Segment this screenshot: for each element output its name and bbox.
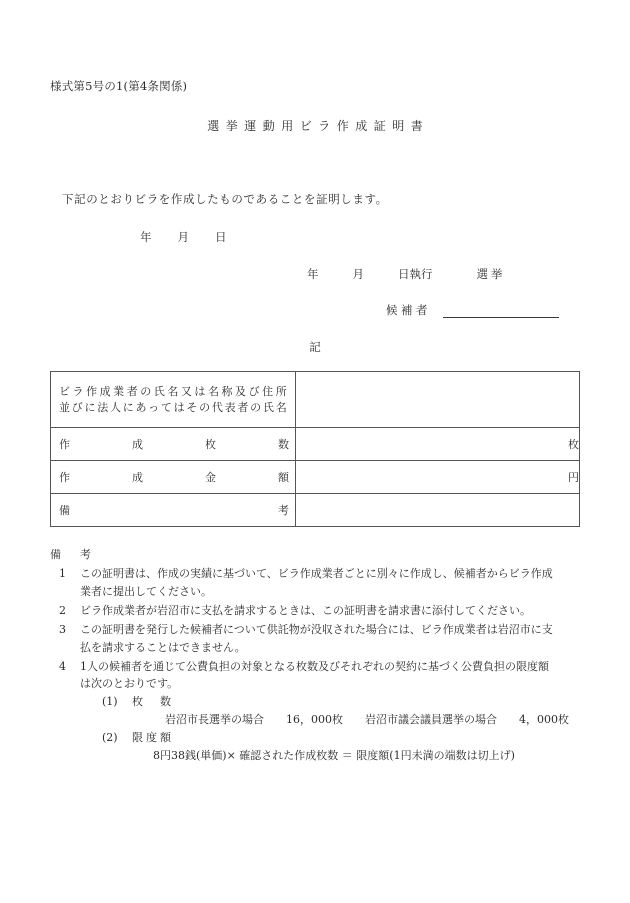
notes-heading: 備 考: [50, 548, 95, 561]
quantity-label-char-1: 作: [59, 438, 70, 451]
subitem-number: (2): [102, 731, 118, 745]
page-title: 選挙運動用ビラ作成証明書: [207, 119, 430, 133]
election-month: 月: [352, 267, 364, 281]
amount-label-char-4: 額: [278, 471, 289, 484]
intro-statement: 下記のとおりビラを作成したものであることを証明します。: [62, 192, 388, 206]
producer-value-field[interactable]: [296, 372, 580, 428]
subitem-label: 枚 数: [132, 695, 174, 709]
table-row: [51, 372, 580, 428]
producer-label-line1: ビラ作成業者の氏名又は名称及び住所: [59, 384, 287, 398]
producer-label-line2: 並びに法人にあってはその代表者の氏名: [59, 400, 287, 414]
table-row: [51, 428, 580, 461]
note-line: は次のとおりです。: [80, 677, 179, 691]
table-row: [51, 461, 580, 494]
note-number: 4: [59, 659, 66, 673]
assembly-election-quantity: 4，000枚: [519, 713, 569, 727]
row-label-amount: [51, 461, 296, 494]
assembly-election-label: 岩沼市議会議員選挙の場合: [365, 713, 497, 727]
amount-label-char-3: 金: [205, 471, 216, 484]
note-item: [50, 621, 584, 657]
ki-marker: 記: [309, 340, 321, 354]
quantity-value-field[interactable]: [296, 428, 580, 461]
election-day-execute: 日執行: [398, 267, 433, 281]
issue-date-year: 年: [140, 230, 152, 244]
subitem-number: (1): [102, 695, 118, 709]
note-number: 1: [59, 566, 66, 580]
candidate-label: 候補者: [386, 303, 431, 317]
limit-formula-line: 8円38銭(単価)× 確認された作成枚数 ＝ 限度額(1円未満の端数は切上げ): [153, 749, 515, 763]
amount-label-char-2: 成: [132, 471, 143, 484]
row-label-quantity: [51, 428, 296, 461]
mayor-election-label: 岩沼市長選挙の場合: [165, 713, 264, 727]
row-label-producer: [51, 372, 296, 428]
amount-unit: 円: [568, 471, 579, 484]
candidate-name-field[interactable]: [443, 305, 559, 318]
candidate-line: [386, 302, 559, 318]
form-number: 様式第5号の1(第4条関係): [50, 79, 188, 93]
note-number: 3: [59, 622, 66, 636]
election-year: 年: [307, 267, 319, 281]
quantity-limits-line: [80, 711, 584, 729]
notes-section: [50, 546, 584, 766]
note-subitem: [80, 729, 584, 747]
note-line: 1人の候補者を通じて公費負担の対象となる枚数及びそれぞれの契約に基づく公費負担の限度額: [80, 659, 549, 673]
amount-label-char-1: 作: [59, 471, 70, 484]
table-row: [51, 494, 580, 527]
election-word: 選挙: [476, 267, 506, 281]
quantity-unit: 枚: [568, 438, 579, 451]
note-body: [73, 565, 584, 601]
quantity-label-char-4: 数: [278, 438, 289, 451]
remarks-label-char-2: 考: [278, 504, 289, 517]
mayor-election-quantity: 16，000枚: [286, 713, 343, 727]
note-item: [50, 565, 584, 601]
amount-value-field[interactable]: [296, 461, 580, 494]
note-item: [50, 658, 584, 766]
subitem-label: 限度額: [132, 731, 174, 745]
row-label-remarks: [51, 494, 296, 527]
issue-date-line: [140, 229, 227, 245]
quantity-label-char-2: 成: [132, 438, 143, 451]
note-item: [50, 602, 584, 620]
remarks-value-field[interactable]: [296, 494, 580, 527]
quantity-label-char-3: 枚: [205, 438, 216, 451]
note-body: [73, 602, 584, 620]
certificate-table: [50, 371, 580, 527]
note-line: この証明書を発行した候補者について供託物が没収された場合には、ビラ作成業者は岩沼市に支: [80, 622, 553, 636]
issue-date-month: 月: [177, 230, 189, 244]
note-subitem: [80, 693, 584, 711]
note-line: ビラ作成業者が岩沼市に支払を請求するときは、この証明書を請求書に添付してください。: [80, 603, 531, 617]
note-line: 払を請求することはできません。: [80, 640, 246, 654]
note-body: [73, 621, 584, 657]
issue-date-day: 日: [215, 230, 227, 244]
note-line: この証明書は、作成の実績に基づいて、ビラ作成業者ごとに別々に作成し、候補者からビラ作成: [80, 566, 553, 580]
election-date-line: [307, 266, 506, 282]
note-body: [73, 658, 584, 766]
note-number: 2: [59, 603, 66, 617]
remarks-label-char-1: 備: [59, 504, 70, 517]
note-line: 業者に提出してください。: [80, 584, 212, 598]
